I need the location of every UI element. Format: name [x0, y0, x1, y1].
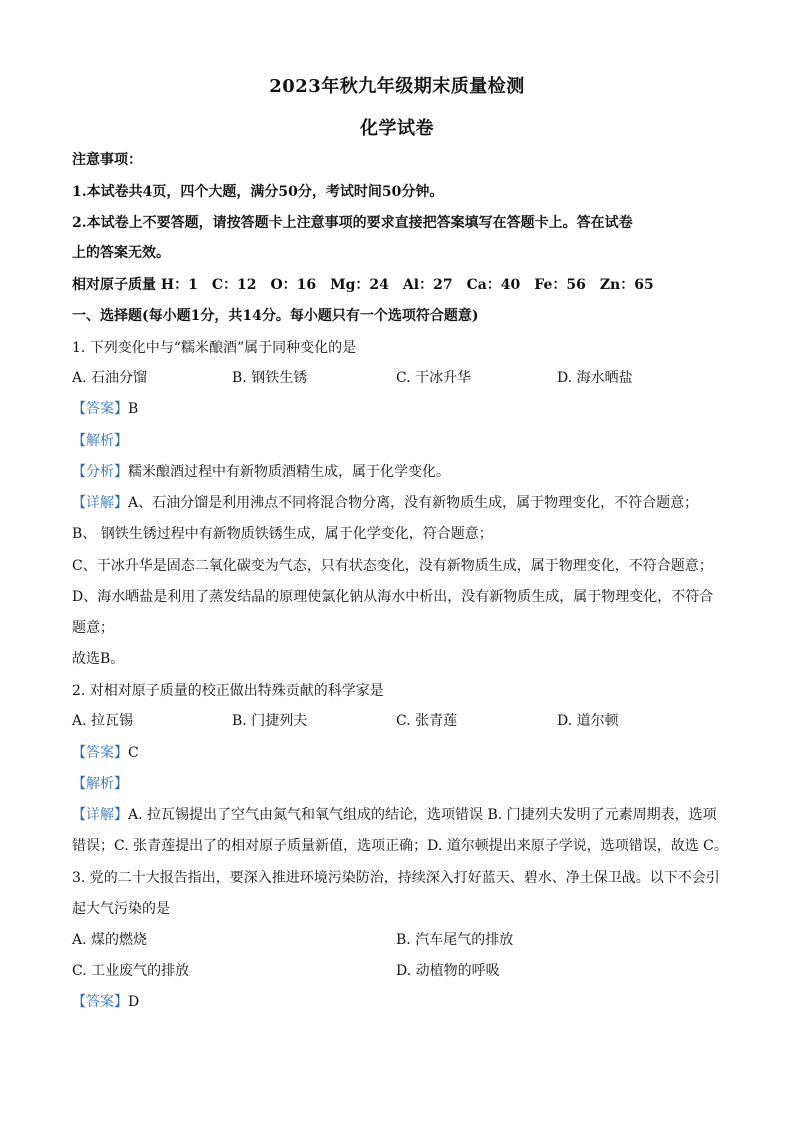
q3-answer-value: D [128, 994, 140, 1010]
q2-option-c: C. 张青莲 [396, 713, 458, 729]
notes-heading: 注意事项： [72, 152, 142, 168]
q2-option-d: D. 道尔顿 [557, 713, 619, 729]
q2-detail-line1: 【详解】A. 拉瓦锡提出了空气由氮气和氧气组成的结论，选项错误 B. 门捷列夫发明了元素周期表，选项 [72, 807, 717, 823]
exam-subtitle: 化学试卷 [360, 118, 434, 139]
note-2-line1: 2.本试卷上不要答题，请按答题卡上注意事项的要求直接把答案填写在答题卡上。答在试卷 [72, 215, 633, 231]
q2-option-a: A. 拉瓦锡 [72, 713, 134, 729]
q1-detail-a: 【详解】A、石油分馏是利用沸点不同将混合物分离，没有新物质生成，属于物理变化，不符合题意； [72, 495, 699, 511]
q1-detail-c: C、干冰升华是固态二氧化碳变为气态，只有状态变化，没有新物质生成，属于物理变化，不符合题意； [72, 558, 713, 574]
q2-answer-value: C [128, 745, 139, 761]
q2-analysis-tag: 【解析】 [72, 776, 128, 792]
q1-detail-d-line1: D、海水晒盐是利用了蒸发结晶的原理使氯化钠从海水中析出，没有新物质生成，属于物理变化，不符合 [72, 589, 714, 605]
section-1-heading: 一、选择题(每小题1分，共14分。每小题只有一个选项符合题意) [72, 308, 479, 324]
q3-stem-line2: 起大气污染的是 [72, 901, 170, 917]
q1-analysis-tag: 【解析】 [72, 433, 128, 449]
q2-detail-line2: 错误；C. 张青莲提出了的相对原子质量新值，选项正确；D. 道尔顿提出来原子学说，选项错误，故选 C。 [72, 838, 728, 854]
q3-option-c: C. 工业废气的排放 [72, 963, 190, 979]
answer-tag: 【答案】 [72, 401, 128, 417]
q1-detail-d-line2: 题意； [72, 620, 114, 636]
q1-option-c: C. 干冰升华 [396, 370, 472, 386]
q3-answer: 【答案】D [72, 994, 140, 1010]
q1-option-a: A. 石油分馏 [72, 370, 148, 386]
exam-title: 2023年秋九年级期末质量检测 [269, 76, 525, 97]
q1-answer-value: B [128, 401, 139, 417]
q1-detail-b: B、 钢铁生锈过程中有新物质铁锈生成，属于化学变化，符合题意； [72, 526, 493, 542]
note-1: 1.本试卷共4页，四个大题，满分50分，考试时间50分钟。 [72, 184, 444, 200]
q2-stem: 2. 对相对原子质量的校正做出特殊贡献的科学家是 [72, 683, 384, 699]
q1-stem: 1. 下列变化中与“糯米酿酒”属于同种变化的是 [72, 340, 357, 356]
q3-option-b: B. 汽车尾气的排放 [396, 932, 514, 948]
q3-option-d: D. 动植物的呼吸 [396, 963, 500, 979]
note-2-line2: 上的答案无效。 [72, 245, 170, 261]
atomic-masses: 相对原子质量 H：1 C：12 O：16 Mg：24 Al：27 Ca：40 Fe：56 Zn：65 [72, 277, 654, 293]
q1-answer [72, 399, 732, 419]
q1-fenxi: 【分析】糯米酿酒过程中有新物质酒精生成，属于化学变化。 [72, 464, 450, 480]
q3-stem-line1: 3. 党的二十大报告指出，要深入推进环境污染防治，持续深入打好蓝天、碧水、净土保卫战。以下不会引 [72, 870, 720, 886]
q3-option-a: A. 煤的燃烧 [72, 932, 148, 948]
q1-option-d: D. 海水晒盐 [557, 370, 633, 386]
q1-conclusion: 故选B。 [72, 651, 125, 667]
q2-answer: 【答案】C [72, 745, 139, 761]
q1-option-b: B. 钢铁生锈 [232, 370, 308, 386]
q2-option-b: B. 门捷列夫 [232, 713, 308, 729]
